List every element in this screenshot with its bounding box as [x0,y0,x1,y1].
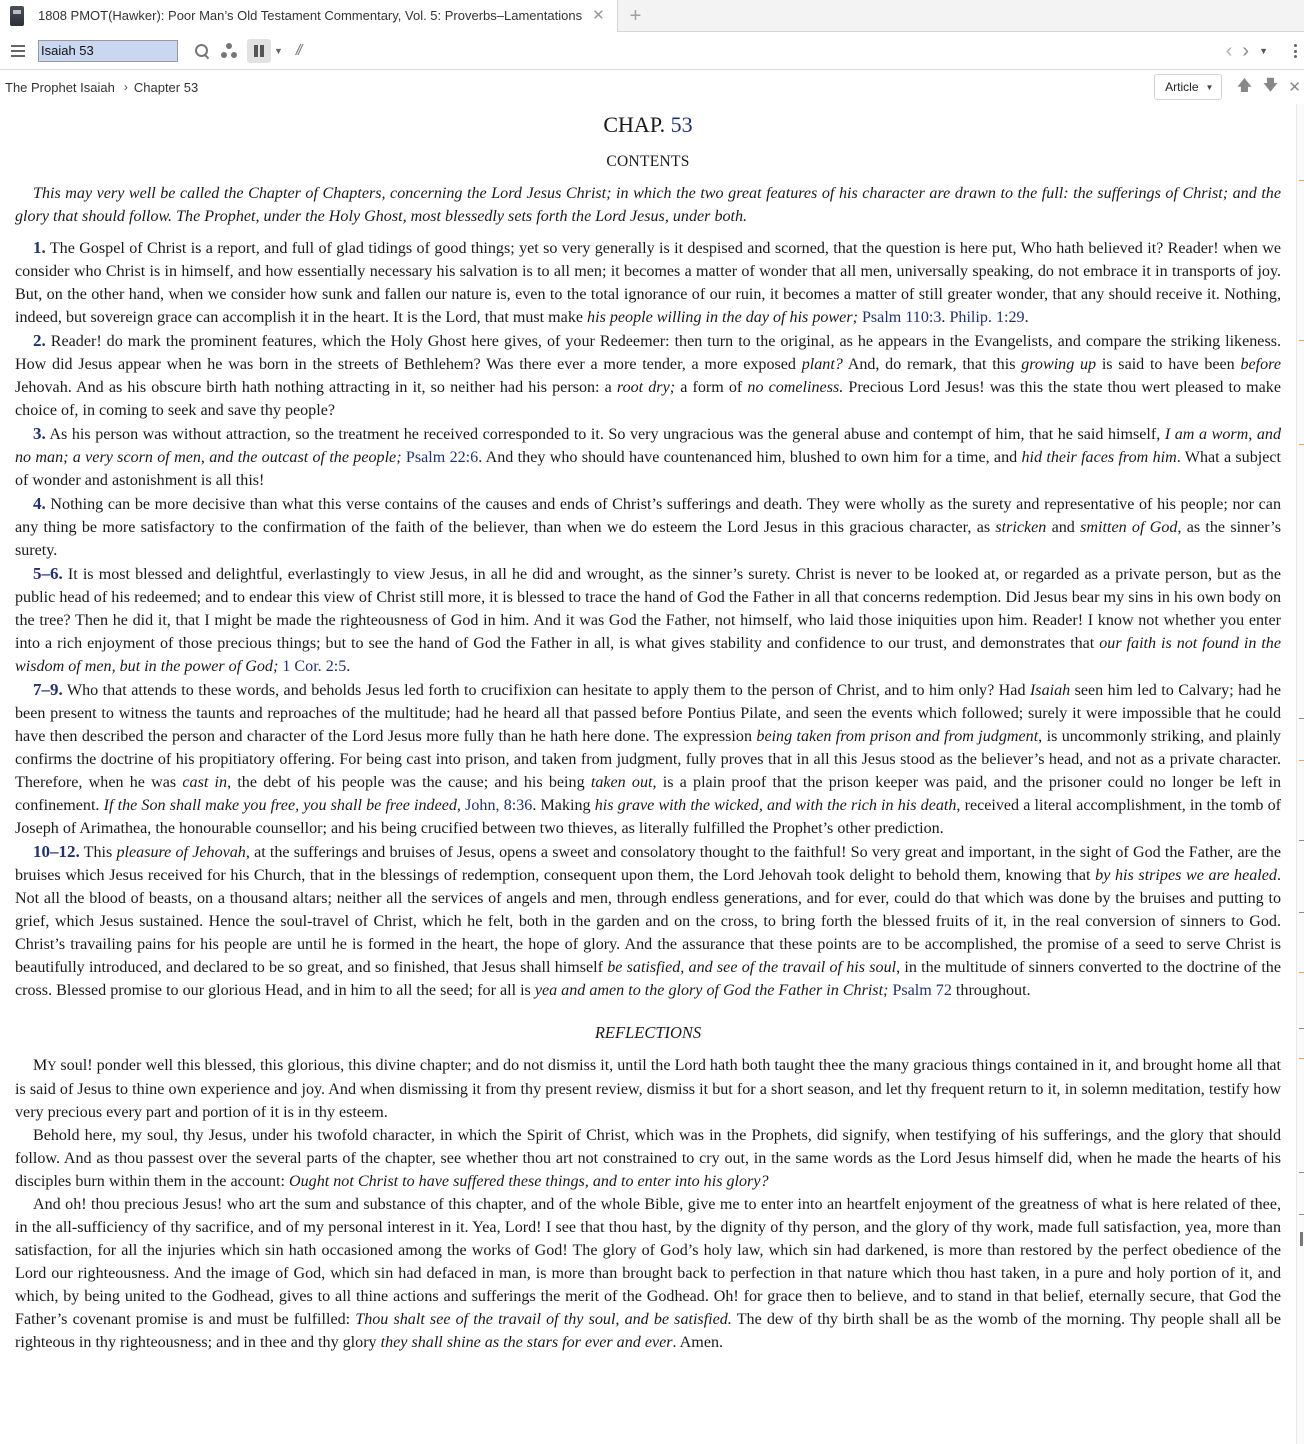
resource-tab[interactable] [0,0,618,32]
body-text: , [456,797,466,814]
emphasis-text: plant? [801,356,843,373]
verse-number-link[interactable]: 10–12. [33,842,80,861]
body-text: And oh! thou precious Jesus! who art the sum and substance of this chapter, and of the whole Bible, give me to enter into an heartfelt enjoyment of the greatness of what is here related of thee, in the all-sufficiency of thy sacrifice, and of my personal interest in it. Yea, Lord! I see that thou hast, by the dignity of thy person, and the glory of thy work, made full satisfaction, yea, more than satisfaction, for all the injuries which sin hath occasioned among the works of God! The glory of God’s holy law, which sin had darkened, is more than restored by the perfect obedience of the Lord our righteousness. And the image of God, which sin had defaced in man, is more than brought back to perfection in that nature which thou hast taken, in a pure and holy portion of it, and which, by being united to the Godhead, gives to all thine actions and sufferings the merit of the Godhead. Oh! for grace then to believe, and to stand in that belief, eternally secure, that God the Father’s covenant promise is and must be fulfilled: [15,1196,1281,1328]
columns-dropdown-caret-icon[interactable]: ▼ [274,45,283,56]
body-text: , is a plain proof that the prison keeper was paid, and the prisoner could no longer be left in confinement. [15,774,1281,814]
body-text: Reader! do mark the prominent features, which the Holy Ghost here gives, of your Redeemer: then turn to the original, as he appears in the Evangelists, and compare the striking likeness. How did Jesus appear when he was born in the streets of Bethlehem? Was there ever a more tender, a more exposed [15,333,1281,373]
verse-paragraph [15,678,1281,840]
reflections-heading: REFLECTIONS [594,1023,702,1042]
body-text: Behold here, my soul, thy Jesus, under his twofold character, in which the Spirit of Christ, which was in the Prophets, did signify, when testifying of his sufferings, and the glory that should follow. And as thou passest over the several parts of the chapter, see whether thou art not constrained to cry out, in the same words as the Lord Jesus himself did, when he made the hearts of his disciples burn within them in the account: [15,1127,1281,1190]
body-text: Precious Lord Jesus! was this the state thou wert pleased to make choice of, in coming to seek and save thy people? [15,379,1281,419]
body-text: throughout. [951,982,1031,999]
article-view-label: Article [1165,80,1199,94]
body-text: The Gospel of Christ is a report, and full of glad tidings of good things; yet so very generally is it despised and scorned, that the question is here put, Who hath believed it? Reader! when we consider who Christ is in himself, and how essentially necessary his salvation is to all men; it becomes a matter of wonder that all men, universally speaking, do not embrace it in transports of joy. But, on the other hand, when we consider how sunk and fallen our nature is, even to the total ignorance of our ruin, it becomes a matter of still greater wonder, that any should receive it. Nothing, indeed, but sovereign grace can accomplish it in the heart. It is the Lord, that must make [15,240,1281,326]
body-text: Jehovah. And as his obscure birth hath nothing attracting in it, so neither had his person: a [15,379,617,396]
emphasis-text: Thou shalt see of the travail of thy soul, and be satisfied. [355,1311,732,1328]
emphasis-text: pleasure of Jehovah [116,844,246,861]
article-view-dropdown[interactable] [1154,74,1222,100]
verse-paragraph [15,562,1281,678]
body-text: . Making [532,797,595,814]
scripture-link[interactable]: Psalm 110:3 [861,309,942,326]
emphasis-text: our faith is not found in the wisdom of men, but in the power of God; [15,635,1281,675]
body-text: . And they who should have countenanced him, blushed to own him for a time, and [478,449,1022,466]
verse-paragraph [15,840,1281,1002]
body-text: M [33,1057,48,1074]
body-text: . [1024,309,1029,326]
scripture-link[interactable]: John, 8:36 [465,797,533,814]
emphasis-text: by his stripes we are healed [1095,867,1277,884]
chapter-prefix: CHAP. [603,112,666,137]
emphasis-text: they shall shine as the stars for ever and ever [380,1334,673,1351]
arrow-down-icon[interactable]: 🡇 [1262,76,1279,94]
verse-number-link[interactable]: 1. [33,238,46,257]
verse-number-link[interactable]: 4. [33,494,46,513]
close-icon[interactable]: ✕ [1288,79,1301,96]
body-text: . [941,309,950,326]
emphasis-text: stricken [995,519,1047,536]
body-text: , is uncommonly striking, and plainly confirms the doctrine of his propitiatory offering. For being cast into prison, and taken from judgment, fully proves that in all this Jesus stood as the believer’s head, and not as a private character. Therefore, when he was [15,728,1281,791]
contents-heading: CONTENTS [606,153,690,170]
verse-commentary [15,236,1281,1002]
body-text: Who that attends to these words, and beholds Jesus led forth to crucifixion can hesitate to apply them to the person of Christ, and to him only? Had [62,682,1030,699]
visual-filter-icon[interactable] [220,42,238,60]
body-text: a form of [675,379,748,396]
scrollbar[interactable] [1296,104,1304,1444]
chapter-title [15,109,1281,141]
verse-paragraph [15,422,1281,492]
reflections-body [15,1054,1281,1354]
body-text: Nothing can be more decisive than what this verse contains of the causes and ends of Christ’s sufferings and death. They were wholly as the surety and representative of his people; nor can any thing be more satisfactory to the confirmation of the faith of the believer, than when we do esteem the Lord Jesus in this gracious character, as [15,496,1281,536]
body-text: . [346,658,351,675]
breadcrumb [0,70,1304,104]
scripture-link[interactable]: Psalm 22:6 [405,449,479,466]
emphasis-text: no comeliness. [747,379,844,396]
add-tab-icon[interactable]: + [629,4,642,27]
columns-icon[interactable] [247,39,271,63]
small-caps-text: Y [47,1059,57,1073]
verse-number-link[interactable]: 5–6. [33,564,63,583]
breadcrumb-book[interactable]: The Prophet Isaiah [5,79,115,95]
tab-close-icon[interactable]: ✕ [592,7,605,24]
body-text: , at the sufferings and bruises of Jesus, opens a sweet and consolatory thought to the faithful! So very great and important, in the sight of God the Father, are the bruises which Jesus received for his Church, that in the blessings of redemption, consequent upon them, the Lord Jehovah took delight to behold them, knowing that [15,844,1281,884]
history-dropdown-caret-icon[interactable]: ▼ [1259,46,1268,56]
emphasis-text: being taken from prison and from judgment [756,728,1039,745]
breadcrumb-separator-icon: › [123,80,128,94]
body-text: The dew of thy birth shall be as the womb of the morning. Thy people shall all be righteous in thy righteousness; and in thee and thy glory [15,1311,1281,1351]
hamburger-icon[interactable] [11,45,25,57]
scripture-link[interactable]: Philip. 1:29 [949,309,1025,326]
body-text: , in the multitude of sinners converted to the doctrine of the cross. Blessed promise to our glorious Head, and in him to all the seed; for all is [15,959,1281,999]
reflection-paragraph [15,1193,1281,1354]
verse-paragraph [15,329,1281,422]
emphasis-text: be satisfied, and see of the travail of his soul [607,959,897,976]
verse-number-link[interactable]: 2. [33,331,46,350]
emphasis-text: cast in [182,774,228,791]
chevron-right-icon[interactable]: › [1242,39,1250,62]
more-vertical-icon[interactable] [1294,44,1298,58]
emphasis-text: I am a worm, and no man; a very scorn of men, and the outcast of the people; [15,426,1281,466]
history-nav [1226,32,1304,70]
emphasis-text: hid their faces from him [1021,449,1177,466]
emphasis-text: smitten of God [1080,519,1178,536]
body-text: , as the sinner’s surety. [15,519,1281,559]
view-controls [1154,70,1304,104]
emphasis-text: before [1240,356,1281,373]
chapter-number-link[interactable]: 53 [670,112,693,137]
body-text: And, do remark, that this [842,356,1022,373]
reflection-paragraph [15,1124,1281,1193]
arrow-up-icon[interactable]: 🡅 [1236,76,1253,94]
emphasis-text: taken out [590,774,653,791]
reflection-paragraph [15,1054,1281,1124]
emphasis-text: root dry; [616,379,676,396]
chapter-intro: This may very well be called the Chapter of Chapters, concerning the Lord Jesus Christ; in which the two great features of his character are drawn to the full: the sufferings of Christ; and the glory that should follow. The Prophet, under the Holy Ghost, most blessedly sets forth the Lord Jesus, under both. [15,185,1281,225]
body-text: seen him led to Calvary; had he been present to witness the taunts and reproaches of the multitude; had he heard all that passed before Pontius Pilate, and seen the events which followed; surely it were impossible that he could have then described the person and character of the Lord Jesus more fully than he hath here done. The expression [15,682,1281,745]
body-text: and [1046,519,1081,536]
scripture-link[interactable]: 1 Cor. 2:5 [282,658,347,675]
body-text: soul! ponder well this blessed, this glorious, this divine chapter; and do not dismiss it, until the Lord hath both taught thee the many gracious things contained in it, and brought home all that is said of Jesus to thine own experience and joy. And when dismissing it from thy present review, dismiss it but for a short season, and let thy frequent return to it, in solemn meditation, testify how very precious every part and portion of it is in thy esteem. [15,1057,1281,1121]
body-text: This [79,844,117,861]
emphasis-text: growing up [1021,356,1097,373]
toolbar [0,32,1304,70]
verse-number-link[interactable]: 7–9. [33,680,63,699]
scrollbar-thumb[interactable] [1300,1232,1303,1246]
emphasis-text: his grave with the wicked, and with the rich in his death [594,797,957,814]
scripture-link[interactable]: Psalm 72 [892,982,952,999]
body-text: As his person was without attraction, so the treatment he received corresponded to it. So very ungracious was the general abuse and contempt of him, that he said himself, [45,426,1165,443]
body-text: . Not all the blood of beasts, on a thousand altars; neither all the services of angels and men, through endless generations, and for ever, could do that which was done by the bruises and putting to grief, which Jesus sustained. Hence the soul-travel of Christ, which he felt, both in the garden and on the cross, to bring forth the blessed fruits of it, in the real conversion of sinners to God. Christ’s travailing pains for his people are until he is formed in the heart, the hope of glory. And the assurance that these points are to be accomplished, the promise of a seed to serve Christ is beautifully introduced, and declared to be so great, and so finished, that Jesus shall himself [15,867,1281,976]
search-icon[interactable] [193,42,211,60]
body-text: . Amen. [672,1334,724,1351]
emphasis-text: his people willing in the day of his power; [587,309,858,326]
verse-number-link[interactable]: 3. [33,424,46,443]
reference-input[interactable] [38,40,178,62]
emphasis-text: Ought not Christ to have suffered these things, and to enter into his glory? [289,1173,769,1190]
breadcrumb-chapter[interactable]: Chapter 53 [133,79,199,95]
body-text: . What a subject of wonder and astonishment is all this! [15,449,1281,489]
body-text: , the debt of his people was the cause; and his being [227,774,591,791]
tab-title[interactable]: 1808 PMOT(Hawker): Poor Man’s Old Testament Commentary, Vol. 5: Proverbs–Lamentations [38,8,583,23]
verse-paragraph [15,236,1281,329]
verse-paragraph [15,492,1281,562]
document-pane[interactable] [0,104,1296,1444]
body-text: is said to have been [1096,356,1241,373]
emphasis-text: Isaiah [1029,682,1071,699]
book-cover-icon [10,6,24,26]
parallel-resources-icon[interactable]: // [295,42,301,59]
emphasis-text: yea and amen to the glory of God the Father in Christ; [534,982,889,999]
tab-bar [0,0,1304,32]
body-text: , received a literal accomplishment, in the tomb of Joseph of Arimathea, the honourable counsellor; and his being crucified between two thieves, as literally fulfilled the Prophet’s other prediction. [15,797,1282,837]
chevron-left-icon[interactable]: ‹ [1225,39,1233,62]
emphasis-text: If the Son shall make you free, you shall be free indeed [103,797,457,814]
chevron-down-icon: ▼ [1205,82,1214,92]
body-text: It is most blessed and delightful, everlastingly to view Jesus, in all he did and wrought, as the sinner’s surety. Christ is never to be looked at, or regarded as a private person, but as the public head of his redeemed; and to endear this view of Christ still more, it is blessed to trace the hand of God the Father in all that concerns redemption. Did Jesus bear my sins in his own body on the tree? Then he did it, that I might be made the righteousness of God in him. And it was God the Father, not himself, who laid those iniquities upon him. Reader! I know not whether you enter into a rich enjoyment of those precious things; but to see the hand of God the Father in all, is what gives stability and confidence to our trust, and demonstrates that [15,566,1281,652]
